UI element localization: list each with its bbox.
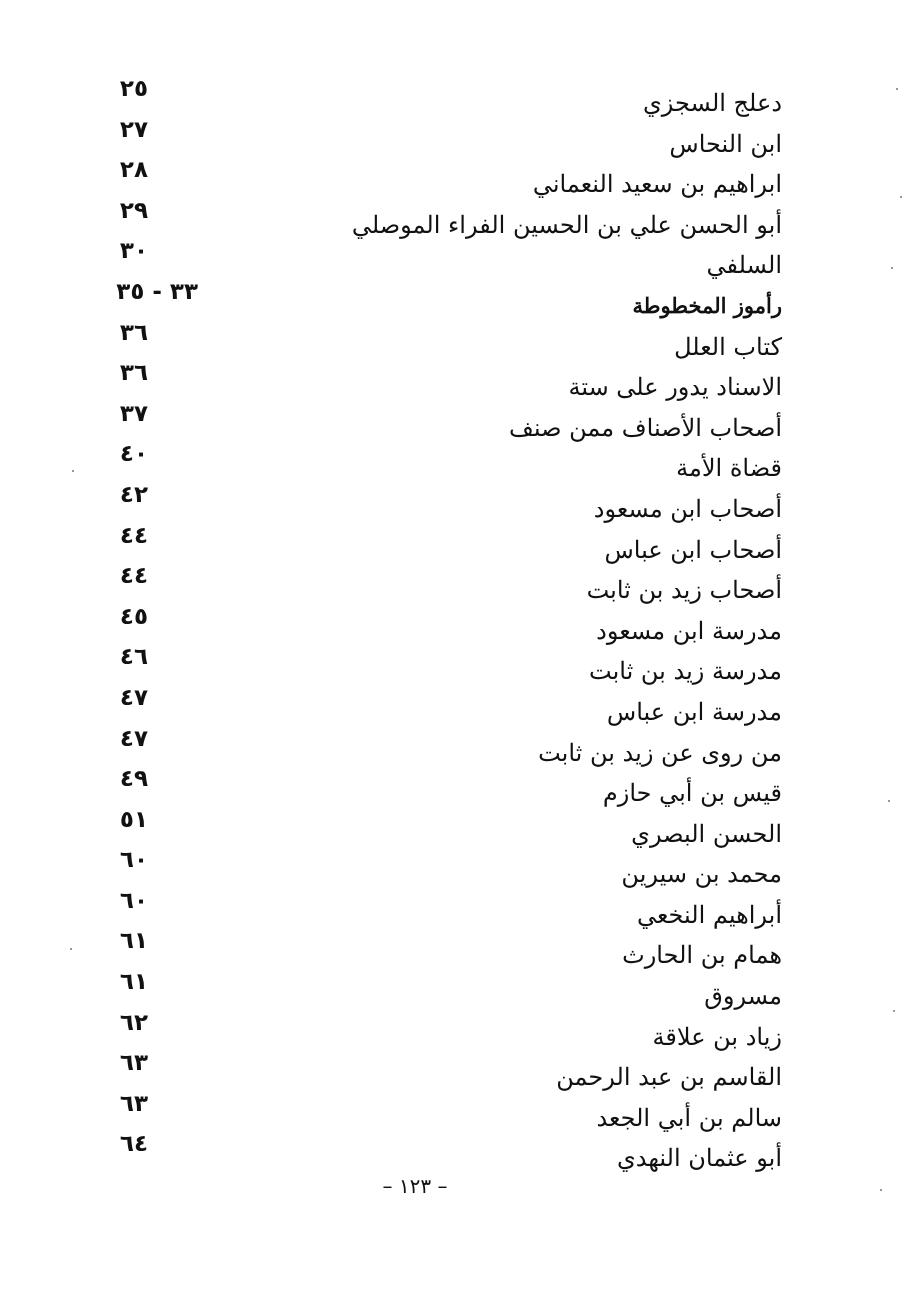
entry-title: مدرسة زيد بن ثابت: [589, 657, 782, 686]
entry-title: دعلج السجزي: [643, 89, 782, 117]
entry-page-number: ٥١: [119, 806, 148, 833]
entry-title: مدرسة ابن مسعود: [596, 616, 782, 645]
entry-page-range: ٣٣ - ٣٥: [116, 278, 198, 305]
entry-page-number: ٦١: [119, 928, 148, 955]
scan-speck: [880, 1189, 882, 1191]
entry-page-number: ٢٩: [119, 197, 148, 224]
entry-title: أبو الحسن علي بن الحسين الفراء الموصلي: [351, 210, 782, 239]
entry-page-number: ٤٩: [119, 766, 148, 793]
entry-title: محمد بن سيرين: [621, 860, 782, 889]
scan-speck: [893, 1010, 895, 1012]
page-number-footer: – ١٢٣ –: [382, 1174, 448, 1198]
entry-title: سالم بن أبي الجعد: [596, 1103, 782, 1132]
entry-page-number: ٤٥: [119, 603, 148, 630]
entry-page-number: ٣٠: [119, 238, 148, 265]
scan-speck: [900, 196, 902, 198]
index-list: [0, 76, 910, 1180]
entry-page-number: ٤٤: [119, 563, 148, 590]
entry-title: السلفي: [706, 251, 782, 280]
entry-title: أصحاب ابن عباس: [604, 535, 782, 564]
entry-title: ابراهيم بن سعيد النعماني: [532, 170, 782, 199]
entry-title: زياد بن علاقة: [652, 1022, 782, 1051]
entry-title: أبو عثمان النهدي: [616, 1144, 782, 1173]
entry-title: الحسن البصري: [631, 819, 782, 848]
scan-speck: [70, 948, 72, 950]
entry-title: قيس بن أبي حازم: [602, 779, 782, 808]
entry-page-number: ٤٧: [119, 725, 148, 752]
entry-page-number: ٦٣: [119, 1090, 148, 1117]
entry-page-number: ٦١: [119, 969, 148, 996]
entry-title: مدرسة ابن عباس: [606, 697, 782, 726]
entry-page-number: ٣٧: [119, 400, 148, 427]
entry-page-number: ٦٢: [119, 1009, 148, 1036]
entry-title: رأموز المخطوطة: [632, 292, 782, 318]
entry-page-number: ٣٦: [119, 360, 148, 387]
entry-page-number: ٤٠: [119, 441, 148, 468]
entry-page-number: ٣٦: [119, 319, 148, 346]
entry-page-number: ٤٢: [119, 481, 148, 508]
entry-title: القاسم بن عبد الرحمن: [556, 1063, 782, 1092]
entry-page-number: ٦٠: [119, 847, 148, 874]
entry-page-number: ٢٧: [119, 116, 148, 143]
entry-title: أصحاب الأصناف ممن صنف: [509, 413, 782, 442]
scan-speck: [72, 470, 74, 472]
entry-page-number: ٤٧: [119, 684, 148, 711]
scan-speck: [888, 800, 890, 802]
entry-title: همام بن الحارث: [622, 941, 782, 970]
entry-title: ابن النحاس: [669, 129, 782, 158]
entry-title: من روى عن زيد بن ثابت: [538, 738, 782, 767]
entry-page-number: ٦٤: [119, 1131, 148, 1158]
entry-title: قضاة الأمة: [676, 454, 782, 483]
entry-title: الاسناد يدور على ستة: [568, 373, 782, 402]
entry-title: أصحاب ابن مسعود: [593, 494, 782, 523]
entry-title: مسروق: [704, 982, 782, 1011]
entry-page-number: ٤٤: [119, 522, 148, 549]
entry-title: أبراهيم النخعي: [636, 900, 782, 929]
scan-speck: [896, 88, 898, 90]
entry-page-number: ٢٨: [119, 157, 148, 184]
scan-speck: [891, 267, 893, 269]
entry-page-number: ٤٦: [119, 644, 148, 671]
entry-page-number: ٦٠: [119, 887, 148, 914]
entry-title: كتاب العلل: [674, 332, 782, 361]
entry-page-number: ٦٣: [119, 1050, 148, 1077]
entry-title: أصحاب زيد بن ثابت: [586, 576, 782, 605]
entry-page-number: ٢٥: [119, 76, 148, 102]
